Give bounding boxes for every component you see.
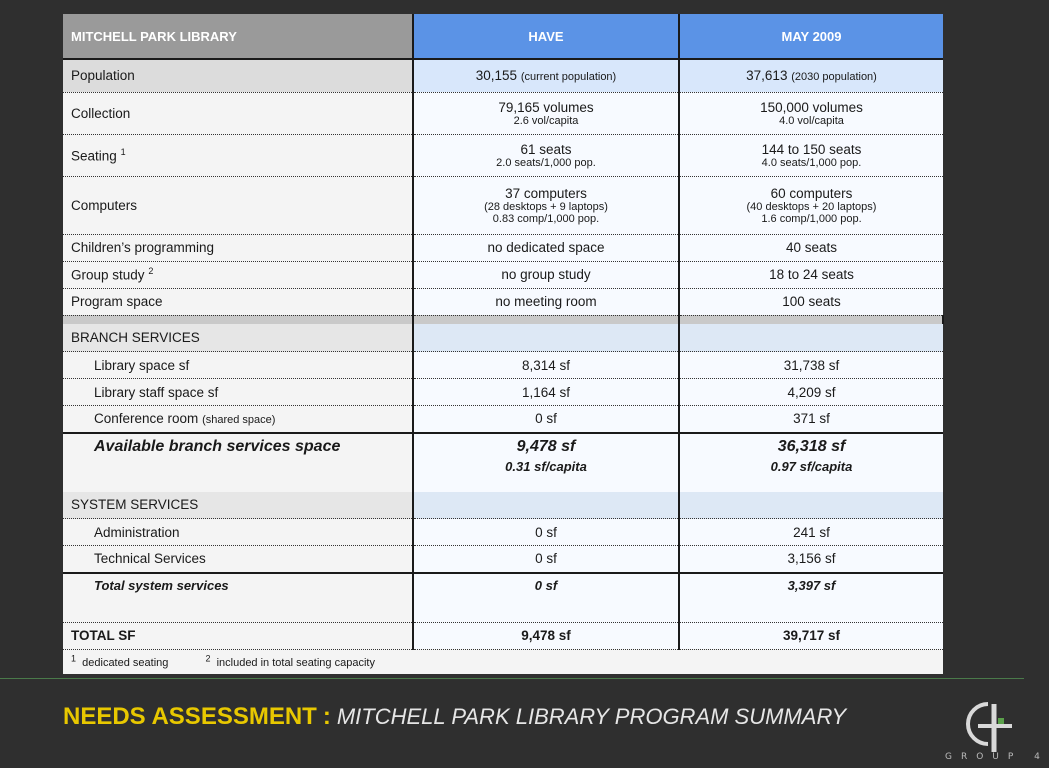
cell-may: 371 sf	[679, 406, 943, 433]
section-heading: BRANCH SERVICES	[63, 324, 413, 352]
row-seating	[63, 134, 943, 176]
header-have: HAVE	[413, 14, 679, 59]
cell-may: 3,397 sf	[679, 573, 943, 623]
cell-may: 60 computers (40 desktops + 20 laptops) 1.6 comp/1,000 pop.	[679, 176, 943, 234]
row-childrens-programming	[63, 234, 943, 261]
row-label: Total system services	[63, 573, 413, 623]
row-label: Library staff space sf	[63, 379, 413, 406]
group4-logo-icon	[950, 690, 1020, 760]
cell-may: 40 seats	[679, 234, 943, 261]
row-label: Conference room (shared space)	[63, 406, 413, 433]
row-library-space	[63, 352, 943, 379]
row-administration	[63, 519, 943, 546]
cell-have: 0 sf	[413, 406, 679, 433]
row-total-sf	[63, 622, 943, 649]
cell-have: 8,314 sf	[413, 352, 679, 379]
program-summary-table	[63, 14, 944, 674]
row-population	[63, 59, 943, 92]
footnotes	[63, 649, 943, 674]
row-label: Technical Services	[63, 546, 413, 573]
row-label: Population	[63, 59, 413, 92]
cell-may: 39,717 sf	[679, 622, 943, 649]
row-label: Computers	[63, 176, 413, 234]
title-subtitle: MITCHELL PARK LIBRARY PROGRAM SUMMARY	[336, 704, 847, 729]
row-label: Children’s programming	[63, 234, 413, 261]
cell-have: no meeting room	[413, 288, 679, 315]
cell-have: 9,478 sf 0.31 sf/capita	[413, 433, 679, 492]
cell-have: no dedicated space	[413, 234, 679, 261]
section-divider	[63, 315, 943, 324]
cell-may: 36,318 sf 0.97 sf/capita	[679, 433, 943, 492]
row-label: Group study $^2$	[63, 261, 413, 288]
row-label: TOTAL SF	[63, 622, 413, 649]
footnote-marker: 1	[120, 146, 126, 157]
row-label: Collection	[63, 92, 413, 134]
cell-may: 144 to 150 seats 4.0 seats/1,000 pop.	[679, 134, 943, 176]
footer-divider	[0, 678, 1024, 679]
title-main: NEEDS ASSESSMENT	[63, 703, 317, 730]
cell-have: 1,164 sf	[413, 379, 679, 406]
cell-have: 79,165 volumes 2.6 vol/capita	[413, 92, 679, 134]
footnotes-row	[63, 649, 943, 674]
cell-have: 30,155 (current population)	[413, 59, 679, 92]
slide-title: NEEDS ASSESSMENT : MITCHELL PARK LIBRARY PROGRAM SUMMARY	[63, 703, 847, 730]
row-available-branch-space	[63, 433, 943, 492]
row-label: Seating $^1$	[63, 134, 413, 176]
section-system-services	[63, 492, 943, 519]
cell-may: 3,156 sf	[679, 546, 943, 573]
cell-have: no group study	[413, 261, 679, 288]
cell-have: 9,478 sf	[413, 622, 679, 649]
section-heading: SYSTEM SERVICES	[63, 492, 413, 519]
row-label: Library space sf	[63, 352, 413, 379]
footnote-1: $^1$ dedicated seating	[71, 653, 169, 670]
cell-may: 100 seats	[679, 288, 943, 315]
cell-may: 37,613 (2030 population)	[679, 59, 943, 92]
cell-have: 0 sf	[413, 546, 679, 573]
cell-have: 0 sf	[413, 573, 679, 623]
section-branch-services	[63, 324, 943, 352]
row-computers	[63, 176, 943, 234]
row-collection	[63, 92, 943, 134]
header-library-name: MITCHELL PARK LIBRARY	[63, 14, 413, 59]
cell-may: 18 to 24 seats	[679, 261, 943, 288]
cell-have: 37 computers (28 desktops + 9 laptops) 0.83 comp/1,000 pop.	[413, 176, 679, 234]
table-header-row	[63, 14, 943, 59]
footnote-2: $^2$ included in total seating capacity	[205, 653, 375, 670]
row-group-study	[63, 261, 943, 288]
row-conference-room	[63, 406, 943, 433]
cell-may: 150,000 volumes 4.0 vol/capita	[679, 92, 943, 134]
row-label: Available branch services space	[63, 433, 413, 492]
row-program-space	[63, 288, 943, 315]
row-label: Administration	[63, 519, 413, 546]
logo-text: GROUP 4	[945, 752, 1049, 762]
row-total-system-services	[63, 573, 943, 623]
row-technical-services	[63, 546, 943, 573]
cell-may: 241 sf	[679, 519, 943, 546]
cell-may: 4,209 sf	[679, 379, 943, 406]
row-library-staff-space	[63, 379, 943, 406]
row-label: Program space	[63, 288, 413, 315]
header-may-2009: MAY 2009	[679, 14, 943, 59]
cell-have: 0 sf	[413, 519, 679, 546]
cell-may: 31,738 sf	[679, 352, 943, 379]
cell-have: 61 seats 2.0 seats/1,000 pop.	[413, 134, 679, 176]
footnote-marker: 2	[148, 266, 154, 277]
